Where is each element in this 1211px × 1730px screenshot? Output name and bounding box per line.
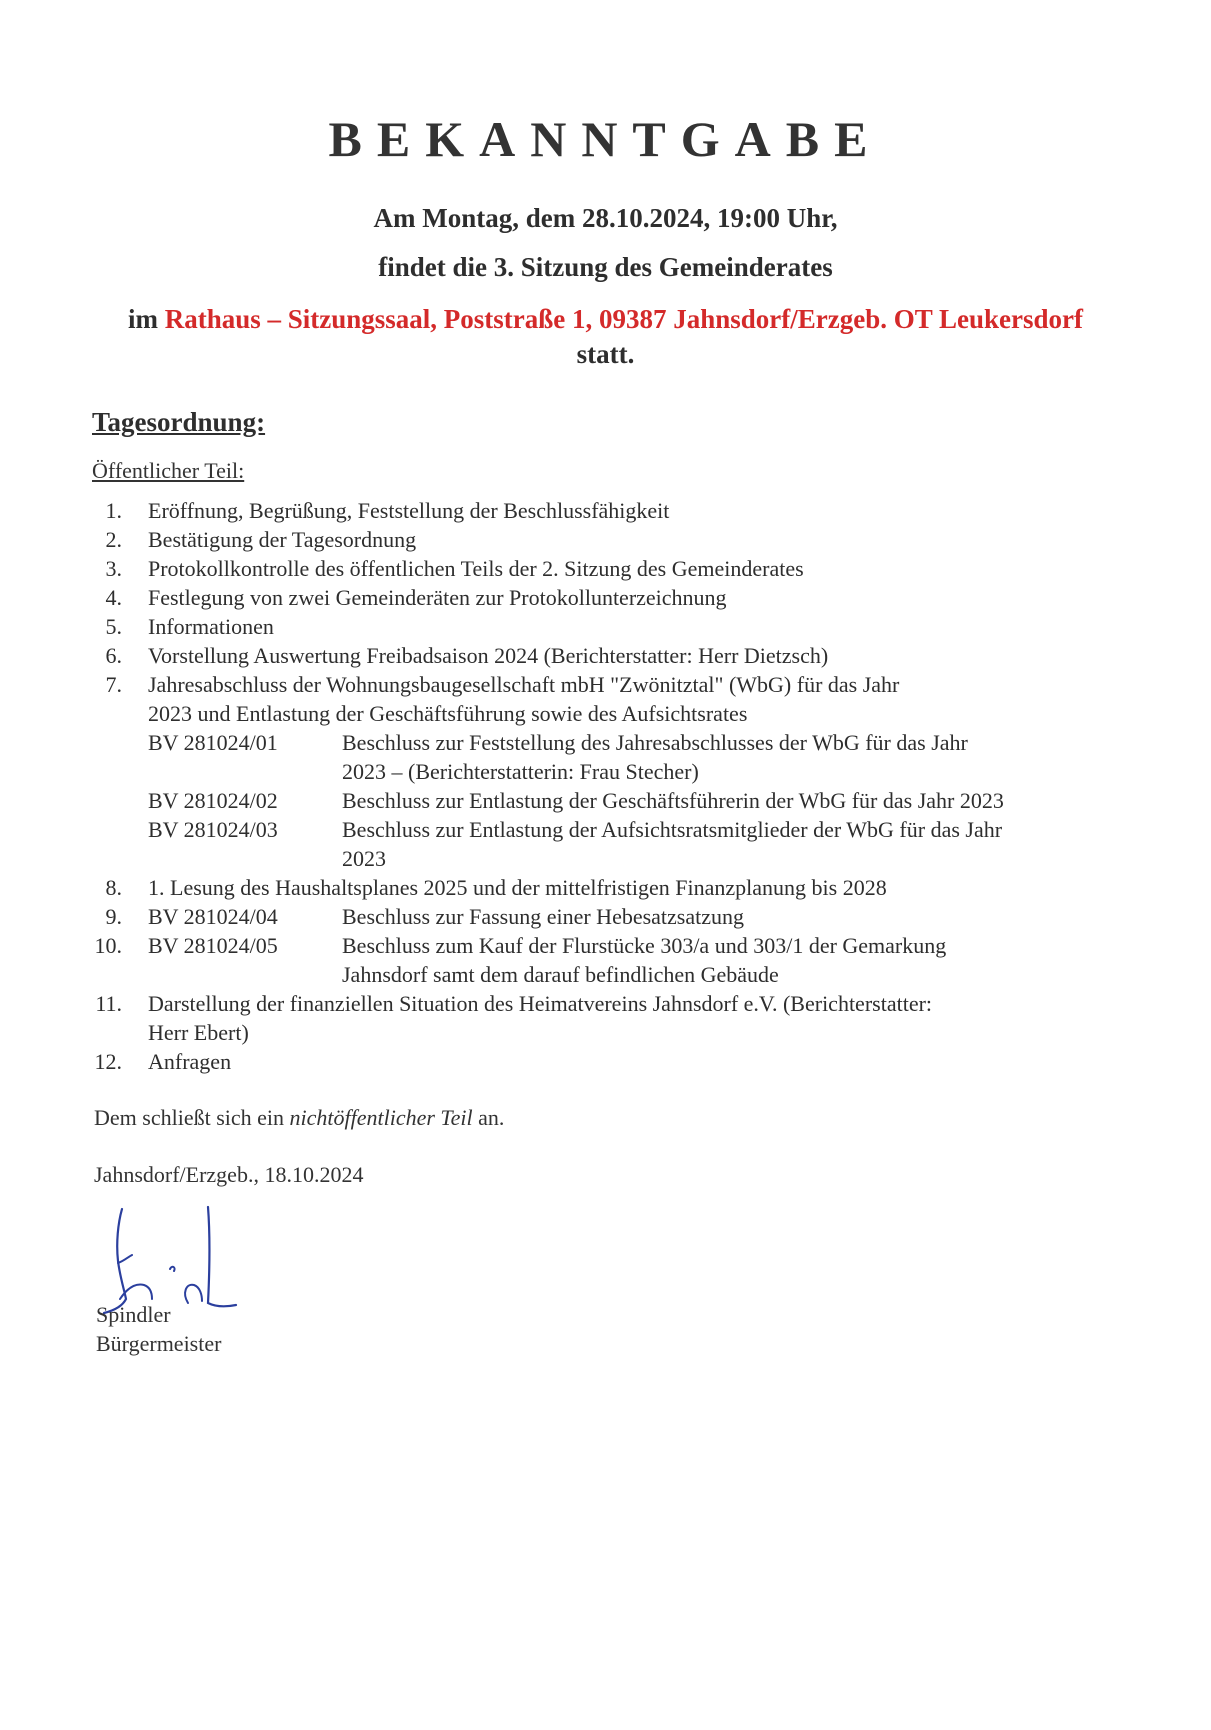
agenda-number: 12.: [94, 1049, 122, 1074]
place-date: Jahnsdorf/Erzgeb., 18.10.2024: [94, 1162, 364, 1187]
document-title: BEKANNTGABE: [328, 111, 883, 167]
agenda-number: 9.: [105, 904, 122, 929]
resolution-code: BV 281024/05: [148, 933, 278, 958]
agenda-number: 6.: [105, 643, 122, 668]
meeting-date-line: Am Montag, dem 28.10.2024, 19:00 Uhr,: [373, 203, 838, 233]
resolution-code: BV 281024/04: [148, 904, 278, 929]
agenda-heading: Tagesordnung:: [92, 407, 266, 437]
closing-sentence: [94, 1105, 504, 1131]
agenda-number: 1.: [105, 498, 122, 523]
resolution-code: BV 281024/01: [148, 730, 278, 755]
resolution-text-continuation: 2023 – (Berichterstatterin: Frau Stecher): [342, 759, 699, 784]
closing-italic: nichtöffentlicher Teil: [289, 1105, 473, 1130]
public-part-heading: Öffentlicher Teil:: [92, 458, 245, 483]
meeting-statt-line: statt.: [576, 339, 635, 369]
meeting-session-line: findet die 3. Sitzung des Gemeinderates: [378, 252, 833, 282]
agenda-item-continuation: Herr Ebert): [148, 1020, 249, 1045]
agenda-item: Beschluss zur Fassung einer Hebesatzsatzung: [342, 904, 745, 929]
agenda-item: Eröffnung, Begrüßung, Feststellung der Beschlussfähigkeit: [148, 498, 670, 523]
agenda-item: Bestätigung der Tagesordnung: [148, 527, 417, 552]
agenda-item: Festlegung von zwei Gemeinderäten zur Protokollunterzeichnung: [148, 585, 727, 610]
agenda-item: 1. Lesung des Haushaltsplanes 2025 und der mittelfristigen Finanzplanung bis 2028: [148, 875, 887, 900]
agenda-number: 11.: [95, 991, 122, 1016]
resolution-text: Beschluss zur Feststellung des Jahresabschlusses der WbG für das Jahr: [342, 730, 968, 755]
agenda-item-continuation: 2023 und Entlastung der Geschäftsführung sowie des Aufsichtsrates: [148, 701, 748, 726]
resolution-text: Beschluss zur Entlastung der Geschäftsführerin der WbG für das Jahr 2023: [342, 788, 1004, 813]
agenda-number: 7.: [105, 672, 122, 697]
agenda-number: 10.: [94, 933, 122, 958]
closing-suffix: an.: [478, 1105, 505, 1130]
agenda-item-continuation: Jahnsdorf samt dem darauf befindlichen Gebäude: [342, 962, 779, 987]
resolution-text-continuation: 2023: [342, 846, 386, 871]
location-prefix: im: [127, 304, 158, 334]
signer-role: Bürgermeister: [96, 1331, 222, 1356]
agenda-item: Beschluss zum Kauf der Flurstücke 303/a und 303/1 der Gemarkung: [342, 933, 947, 958]
location-address: Rathaus – Sitzungssaal, Poststraße 1, 09387 Jahnsdorf/Erzgeb. OT Leukersdorf: [164, 304, 1084, 334]
meeting-location-line: [0, 304, 1211, 335]
resolution-code: BV 281024/02: [148, 788, 278, 813]
agenda-number: 4.: [105, 585, 122, 610]
agenda-item: Jahresabschluss der Wohnungsbaugesellschaft mbH "Zwönitztal" (WbG) für das Jahr: [148, 672, 900, 697]
signer-name: Spindler: [96, 1302, 171, 1327]
resolution-code: BV 281024/03: [148, 817, 278, 842]
agenda-item: Vorstellung Auswertung Freibadsaison 2024 (Berichterstatter: Herr Dietzsch): [148, 643, 829, 668]
agenda-item: Darstellung der finanziellen Situation des Heimatvereins Jahnsdorf e.V. (Berichterstatter:: [148, 991, 933, 1016]
agenda-item: Protokollkontrolle des öffentlichen Teils der 2. Sitzung des Gemeinderates: [148, 556, 804, 581]
agenda-number: 2.: [105, 527, 122, 552]
agenda-number: 8.: [105, 875, 122, 900]
closing-prefix: Dem schließt sich ein: [94, 1105, 285, 1130]
agenda-number: 3.: [105, 556, 122, 581]
agenda-number: 5.: [105, 614, 122, 639]
agenda-item: Anfragen: [148, 1049, 232, 1074]
resolution-text: Beschluss zur Entlastung der Aufsichtsratsmitglieder der WbG für das Jahr: [342, 817, 1003, 842]
agenda-item: Informationen: [148, 614, 274, 639]
